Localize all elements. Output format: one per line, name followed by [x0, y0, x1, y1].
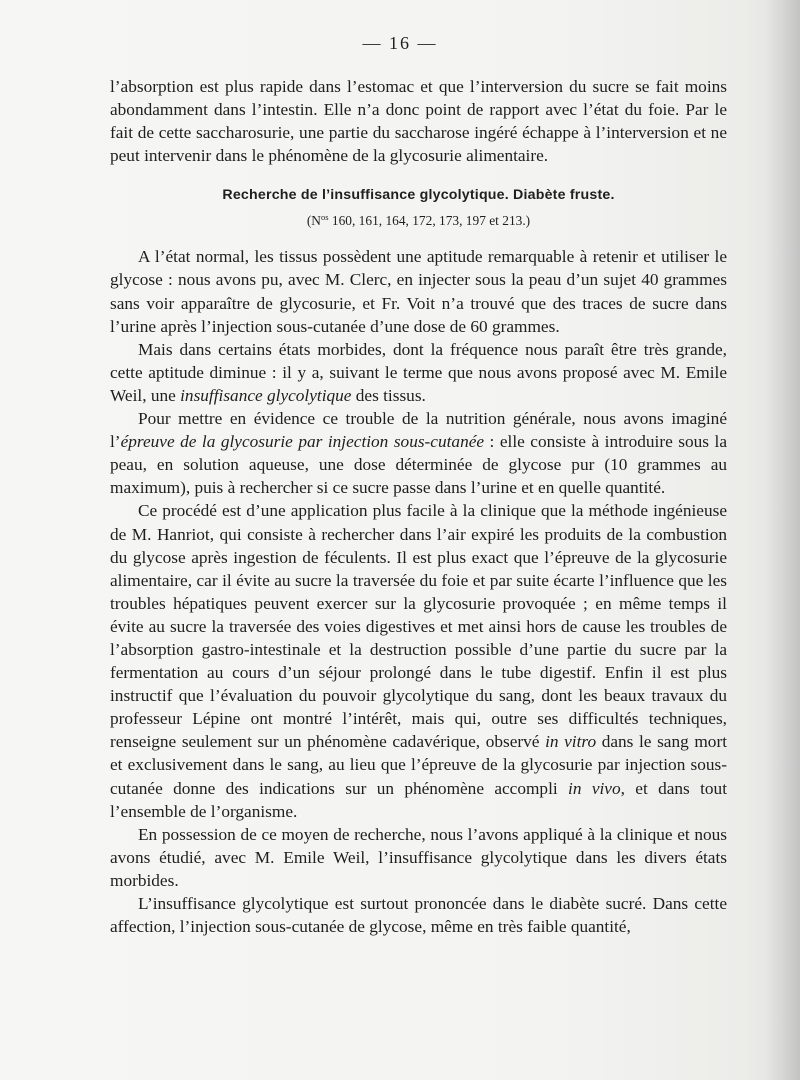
paragraph-4-text-a: Pour mettre en évidence ce trouble de la nutrition générale, nous avons imaginé l’ — [110, 409, 727, 452]
paragraph-3-emphasis: insuffisance glycolytique — [180, 385, 352, 405]
refs-open: (N — [306, 213, 321, 229]
paragraph-3-text-b: des tissus. — [351, 385, 426, 405]
paragraph-5-text-a: Ce procédé est d’une application plus facile à la clinique que la méthode ingénieuse de M. Hanriot, qui consiste à rechercher dans l’air expiré les produits de la combustion du glycose après ingestion de féculents. Il est plus exact que l’épreuve de la glycosurie alimentaire, car il évite au sucre la traversée du foie et par suite écarte l’influence que les troubles hépatiques peuvent exercer sur la glycosurie provoquée ; en même temps il évite au sucre la traversée des voies digestives et met ainsi hors de cause les troubles de l’absorption gastro-intestinale et la destruction possible d’une partie du sucre par la fermentation au cours d’un séjour prolongé dans le tube digestif. Enfin il est plus instructif que l’évaluation du pouvoir glycolytique du sang, dont les beaux travaux du professeur Lépine ont montré l’intérêt, mais qui, outre ses difficultés techniques, renseigne seulement sur un phénomène cadavérique, observé — [110, 501, 727, 752]
paragraph-5-emphasis-1: in vitro — [545, 732, 597, 752]
paragraph-5-emphasis-2: in vivo — [568, 778, 621, 798]
paragraph-4-emphasis: épreuve de la glycosurie par injection sous-cutanée — [120, 432, 485, 452]
paragraph-3-text-a: Mais dans certains états morbides, dont la fréquence nous paraît être très grande, cette aptitude diminue : il y a, suivant le terme que nous avons proposé avec M. Emile Weil, une — [110, 339, 727, 405]
paragraph-4 — [110, 407, 727, 499]
text-column — [110, 75, 727, 938]
refs-list: 160, 161, 164, 172, 173, 197 et 213.) — [328, 213, 531, 229]
page-number: — 16 — — [362, 33, 438, 53]
section-references — [110, 207, 727, 231]
paragraph-5-text-c: , et dans tout l’ensemble de l’organisme. — [110, 778, 727, 821]
paragraph-5-text-b: dans le sang mort et exclusivement dans le sang, au lieu que l’épreuve de la glycosurie par injection sous-cutanée donne des indications sur un phénomène accompli — [110, 732, 727, 798]
paragraph-7: L’insuffisance glycolytique est surtout prononcée dans le diabète sucré. Dans cette affection, l’injection sous-cutanée de glycose, même en très faible quantité, — [110, 894, 727, 937]
paragraph-4-text-b: : elle consiste à introduire sous la peau, en solution aqueuse, une dose déterminée de glycose pur (10 grammes au maximum), puis à rechercher si ce sucre passe dans l’urine et en quelle quantité. — [110, 432, 727, 498]
section-title: Recherche de l’insuffisance glycolytique. Diabète fruste. — [222, 187, 615, 204]
page-edge-shadow — [766, 0, 800, 1080]
paragraph-2: A l’état normal, les tissus possèdent une aptitude remarquable à retenir et utiliser le glycose : nous avons pu, avec M. Clerc, en injecter sous la peau d’un sujet 40 grammes sans voir apparaître de glycosurie, et Fr. Voit n’a trouvé que des traces de sucre dans l’urine après l’injection sous-cutanée d’une dose de 60 grammes. — [110, 247, 727, 336]
paragraph-6: En possession de ce moyen de recherche, nous l’avons appliqué à la clinique et nous avons étudié, avec M. Emile Weil, l’insuffisance glycolytique dans les divers états morbides. — [110, 824, 727, 890]
refs-superscript: os — [320, 212, 329, 223]
paragraph-1: l’absorption est plus rapide dans l’estomac et que l’interversion du sucre se fait moins abondamment dans l’intestin. Elle n’a donc point de rapport avec l’état du foie. Par le fait de cette saccharosurie, une partie du saccharose ingéré échappe à l’interversion et ne peut intervenir dans le phénomène de la glycosurie alimentaire. — [110, 77, 727, 166]
paragraph-5 — [110, 499, 727, 822]
paragraph-3 — [110, 338, 727, 407]
